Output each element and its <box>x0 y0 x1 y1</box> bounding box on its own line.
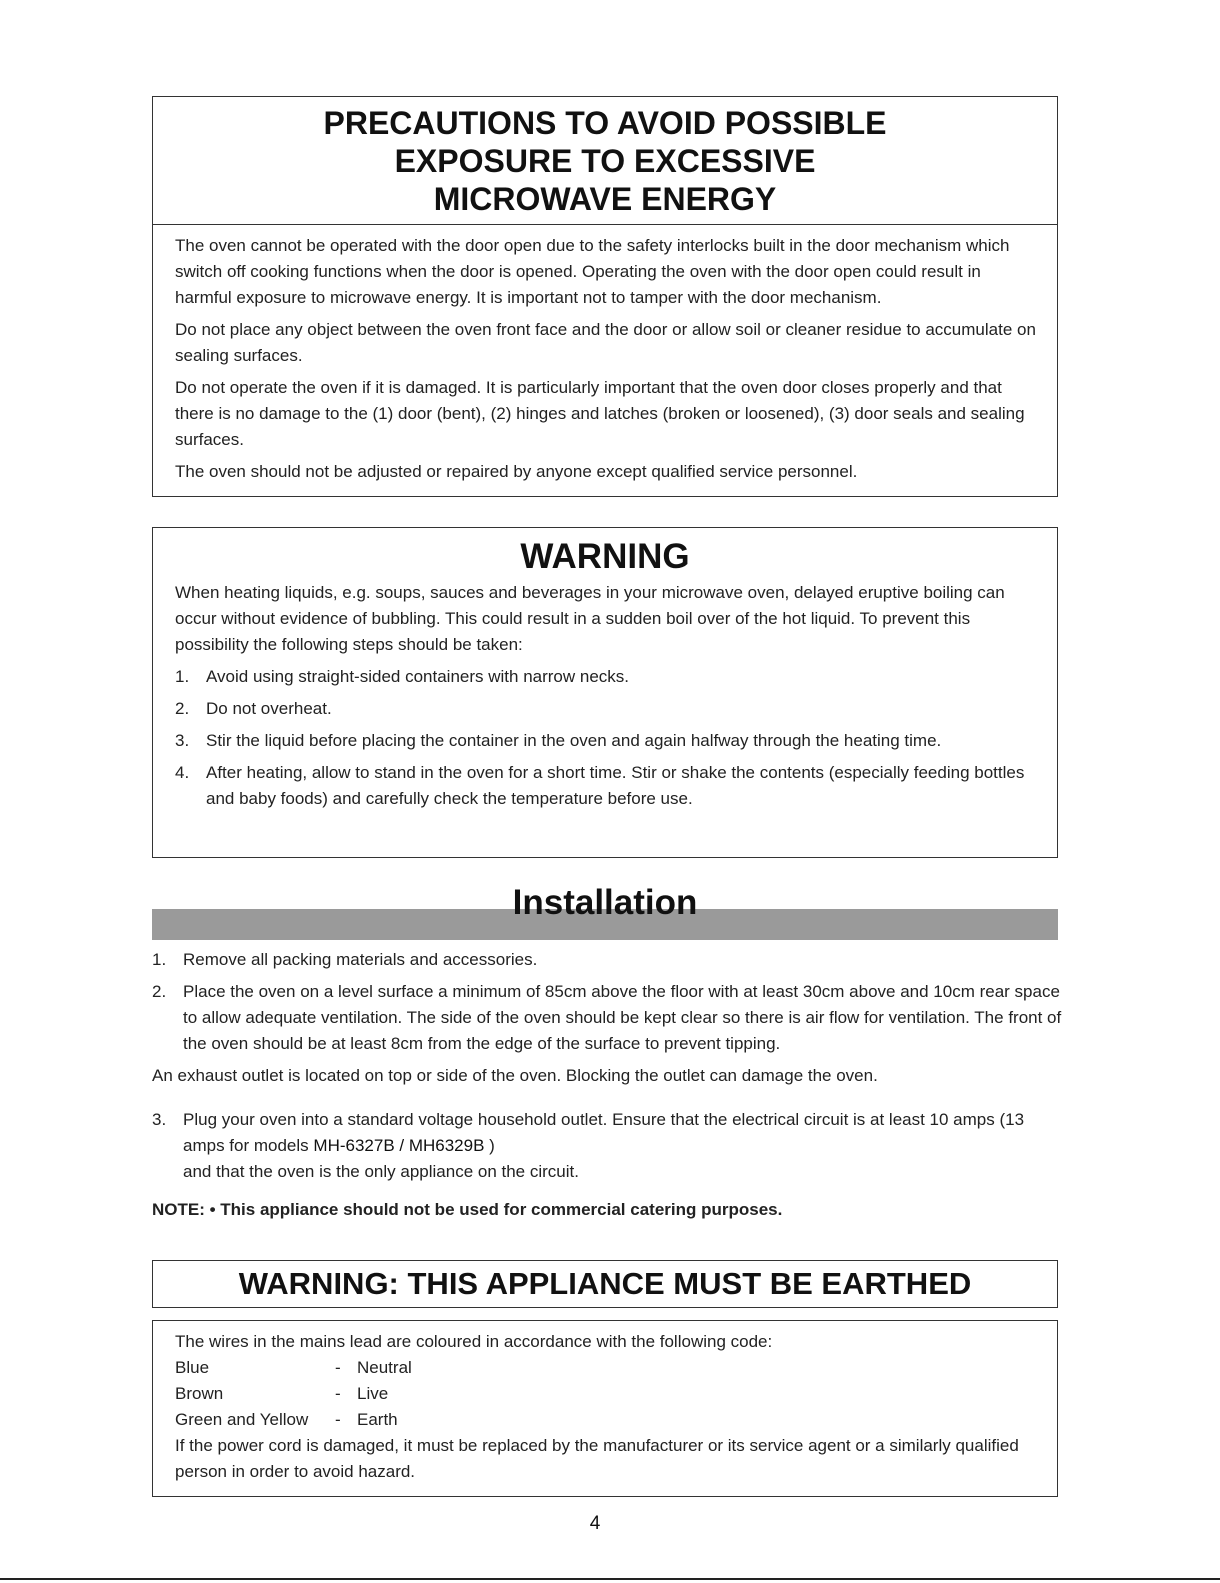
precautions-heading <box>153 97 1057 225</box>
precautions-paragraph: The oven cannot be operated with the door open due to the safety interlocks built in the door mechanism which switch off cooking functions when the door is opened. Operating the oven with the door open could result in harmful exposure to microwave energy. It is important not to tamper with the door mechanism. <box>175 236 1010 307</box>
exhaust-note: An exhaust outlet is located on top or side of the oven. Blocking the outlet can damage the oven. <box>152 1066 878 1085</box>
earth-warning-title: WARNING: THIS APPLIANCE MUST BE EARTHED <box>238 1266 972 1301</box>
precautions-title <box>153 97 1057 218</box>
wire-dash: - <box>335 1358 341 1377</box>
wire-code-intro: The wires in the mains lead are coloured in accordance with the following code: <box>175 1332 773 1351</box>
model-numbers: MH-6327B / MH6329B <box>313 1136 485 1155</box>
installation-steps-continued <box>152 1107 1062 1185</box>
warning-title: WARNING <box>520 537 690 576</box>
installation-title: Installation <box>512 883 698 922</box>
power-cord-note: If the power cord is damaged, it must be replaced by the manufacturer or its service agent or a similarly qualified person in order to avoid hazard. <box>175 1436 1019 1481</box>
installation-steps <box>152 947 1062 1057</box>
precautions-body <box>153 225 1057 485</box>
list-text: Remove all packing materials and accessories. <box>183 950 538 969</box>
list-text: Avoid using straight-sided containers with narrow necks. <box>206 667 630 686</box>
list-text: Plug your oven into a standard voltage household outlet. Ensure that the electrical circuit is at least 10 amps (13 amps for models <box>183 1110 1025 1155</box>
list-number: 1. <box>152 950 167 969</box>
list-item <box>175 728 1037 754</box>
list-text: After heating, allow to stand in the oven for a short time. Stir or shake the contents (especially feeding bottles and baby foods) and carefully check the temperature before use. <box>206 763 1025 808</box>
list-text: Place the oven on a level surface a minimum of 85cm above the floor with at least 30cm above and 10cm rear space to allow adequate ventilation. The side of the oven should be kept clear so there is air flow for ventilation. The front of the oven should be at least 8cm from the edge of the surface to prevent tipping. <box>183 982 1062 1053</box>
wire-role: Neutral <box>357 1358 412 1377</box>
list-text: Do not overheat. <box>206 699 332 718</box>
wire-colour: Brown <box>175 1384 224 1403</box>
precautions-title-line: PRECAUTIONS TO AVOID POSSIBLE <box>323 105 887 141</box>
list-text-continued: and that the oven is the only appliance on the circuit. <box>183 1162 579 1181</box>
wire-dash: - <box>335 1384 341 1403</box>
precautions-paragraph: Do not place any object between the oven front face and the door or allow soil or cleaner residue to accumulate on sealing surfaces. <box>175 320 1036 365</box>
list-number: 4. <box>175 763 190 782</box>
warning-steps <box>175 664 1037 812</box>
commercial-use-note: NOTE: • This appliance should not be used for commercial catering purposes. <box>152 1200 783 1219</box>
wire-row <box>175 1381 1037 1407</box>
precautions-paragraph: The oven should not be adjusted or repaired by anyone except qualified service personnel. <box>175 462 858 481</box>
wire-row <box>175 1355 1037 1381</box>
list-text-close: ) <box>489 1136 495 1155</box>
wire-colour: Green and Yellow <box>175 1410 309 1429</box>
wire-role: Live <box>357 1384 389 1403</box>
precautions-title-line: MICROWAVE ENERGY <box>433 181 777 217</box>
wire-role: Earth <box>357 1410 398 1429</box>
earth-warning-box <box>152 1260 1058 1308</box>
list-number: 2. <box>152 982 167 1001</box>
wire-code-body <box>153 1321 1057 1485</box>
precautions-title-line: EXPOSURE TO EXCESSIVE <box>394 143 816 179</box>
list-item <box>152 1107 1062 1185</box>
list-item <box>175 664 1037 690</box>
list-item <box>152 979 1062 1057</box>
warning-box <box>152 527 1058 858</box>
list-number: 3. <box>175 731 190 750</box>
list-text: Stir the liquid before placing the container in the oven and again halfway through the heating time. <box>206 731 942 750</box>
list-item <box>175 696 1037 722</box>
list-number: 2. <box>175 699 190 718</box>
wire-row <box>175 1407 1037 1433</box>
list-item <box>175 760 1037 812</box>
precautions-paragraph: Do not operate the oven if it is damaged. It is particularly important that the oven door closes properly and that there is no damage to the (1) door (bent), (2) hinges and latches (broken or loosened), (3) door seals and sealing surfaces. <box>175 378 1025 449</box>
warning-body <box>153 580 1057 812</box>
bottom-rule <box>0 1578 1220 1580</box>
wire-dash: - <box>335 1410 341 1429</box>
installation-body <box>152 947 1062 1223</box>
wire-colour: Blue <box>175 1358 210 1377</box>
list-item <box>152 947 1062 973</box>
list-number: 1. <box>175 667 190 686</box>
page-number: 4 <box>589 1513 601 1534</box>
warning-intro: When heating liquids, e.g. soups, sauces and beverages in your microwave oven, delayed eruptive boiling can occur without evidence of bubbling. This could result in a sudden boil over of the hot liquid. To prevent this possibility the following steps should be taken: <box>175 583 1005 654</box>
list-number: 3. <box>152 1110 167 1129</box>
precautions-box <box>152 96 1058 497</box>
wire-code-box <box>152 1320 1058 1497</box>
